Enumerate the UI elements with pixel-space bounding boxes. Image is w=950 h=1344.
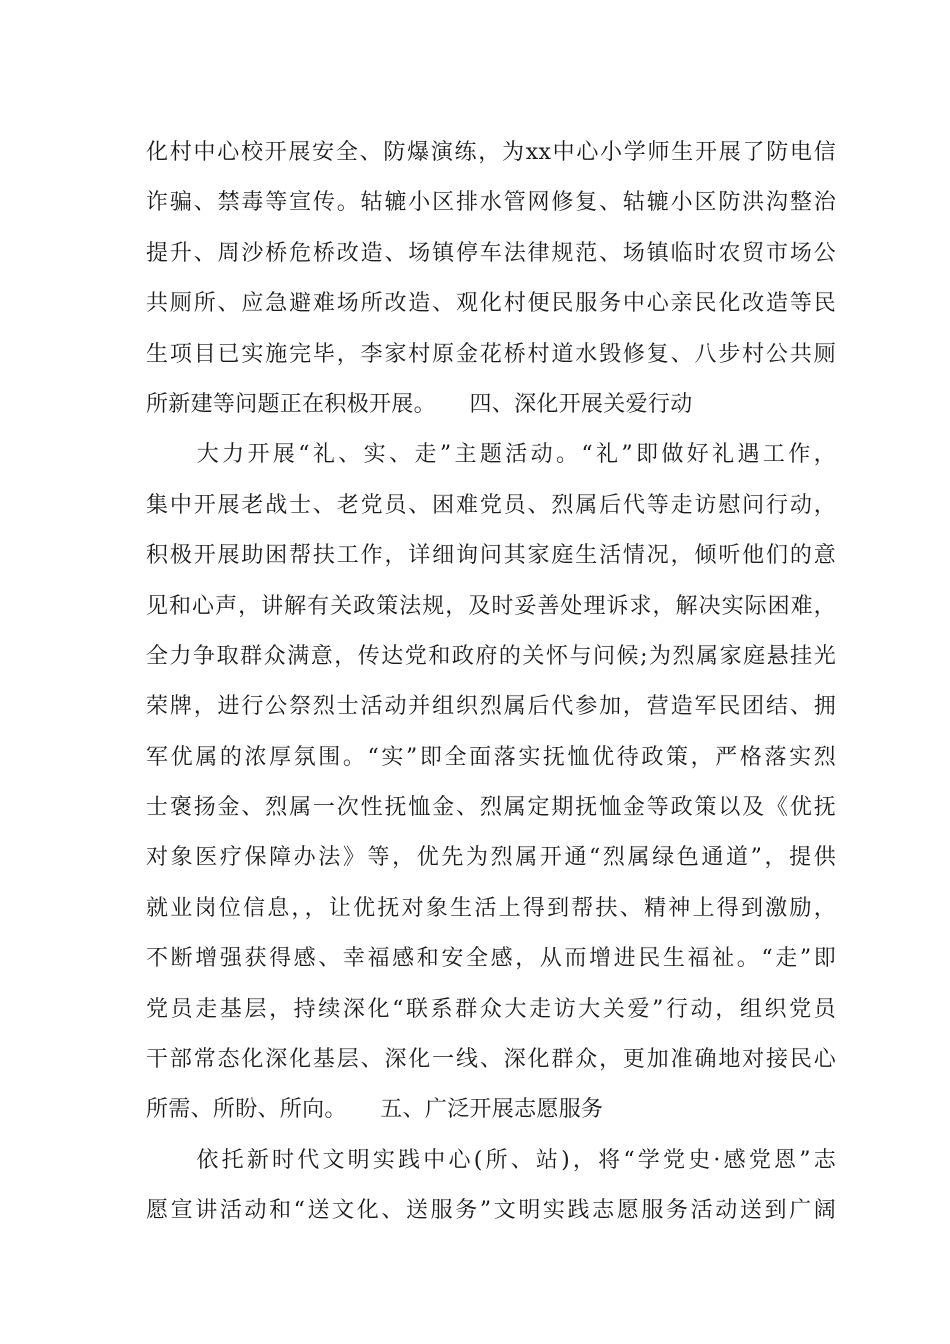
text-line-paragraph-start: 依托新时代文明实践中心(所、站)，将“学党史·感党恩”志 bbox=[146, 1147, 836, 1173]
text-line: 党员走基层，持续深化“联系群众大走访大关爱”行动，组织党员 bbox=[146, 996, 836, 1022]
text-line-section-heading: 所新建等问题正在积极开展。 四、深化开展关爱行动 bbox=[146, 391, 693, 417]
text-line: 对象医疗保障办法》等，优先为烈属开通“烈属绿色通道”，提供 bbox=[146, 845, 836, 871]
text-line: 干部常态化深化基层、深化一线、深化群众，更加准确地对接民心 bbox=[146, 1047, 836, 1073]
text-line: 集中开展老战士、老党员、困难党员、烈属后代等走访慰问行动， bbox=[146, 492, 836, 518]
text-line: 见和心声，讲解有关政策法规，及时妥善处理诉求，解决实际困难， bbox=[146, 593, 836, 619]
text-line: 生项目已实施完毕，李家村原金花桥村道水毁修复、八步村公共厕 bbox=[146, 341, 836, 367]
text-line-section-heading: 所需、所盼、所向。 五、广泛开展志愿服务 bbox=[146, 1097, 604, 1123]
text-line-paragraph-start: 大力开展“礼、实、走”主题活动。“礼”即做好礼遇工作， bbox=[146, 442, 836, 468]
text-line: 不断增强获得感、幸福感和安全感，从而增进民生福祉。“走”即 bbox=[146, 946, 836, 972]
text-line: 全力争取群众满意，传达党和政府的关怀与问候;为烈属家庭悬挂光 bbox=[146, 643, 836, 669]
text-line: 化村中心校开展安全、防爆演练，为xx中心小学师生开展了防电信 bbox=[146, 140, 836, 165]
text-line: 军优属的浓厚氛围。“实”即全面落实抚恤优待政策，严格落实烈 bbox=[146, 744, 836, 770]
text-line: 士褒扬金、烈属一次性抚恤金、烈属定期抚恤金等政策以及《优抚 bbox=[146, 795, 836, 821]
text-line: 就业岗位信息，，让优抚对象生活上得到帮扶、精神上得到激励， bbox=[146, 895, 836, 921]
text-line: 荣牌，进行公祭烈士活动并组织烈属后代参加，营造军民团结、拥 bbox=[146, 694, 836, 720]
text-line: 共厕所、应急避难场所改造、观化村便民服务中心亲民化改造等民 bbox=[146, 291, 836, 317]
text-line: 诈骗、禁毒等宣传。轱辘小区排水管网修复、轱辘小区防洪沟整治 bbox=[146, 190, 836, 216]
text-line: 愿宣讲活动和“送文化、送服务”文明实践志愿服务活动送到广阔 bbox=[146, 1198, 836, 1224]
body-text bbox=[146, 134, 836, 1243]
text-line: 提升、周沙桥危桥改造、场镇停车法律规范、场镇临时农贸市场公 bbox=[146, 240, 836, 266]
text-line: 积极开展助困帮扶工作，详细询问其家庭生活情况，倾听他们的意 bbox=[146, 543, 836, 569]
